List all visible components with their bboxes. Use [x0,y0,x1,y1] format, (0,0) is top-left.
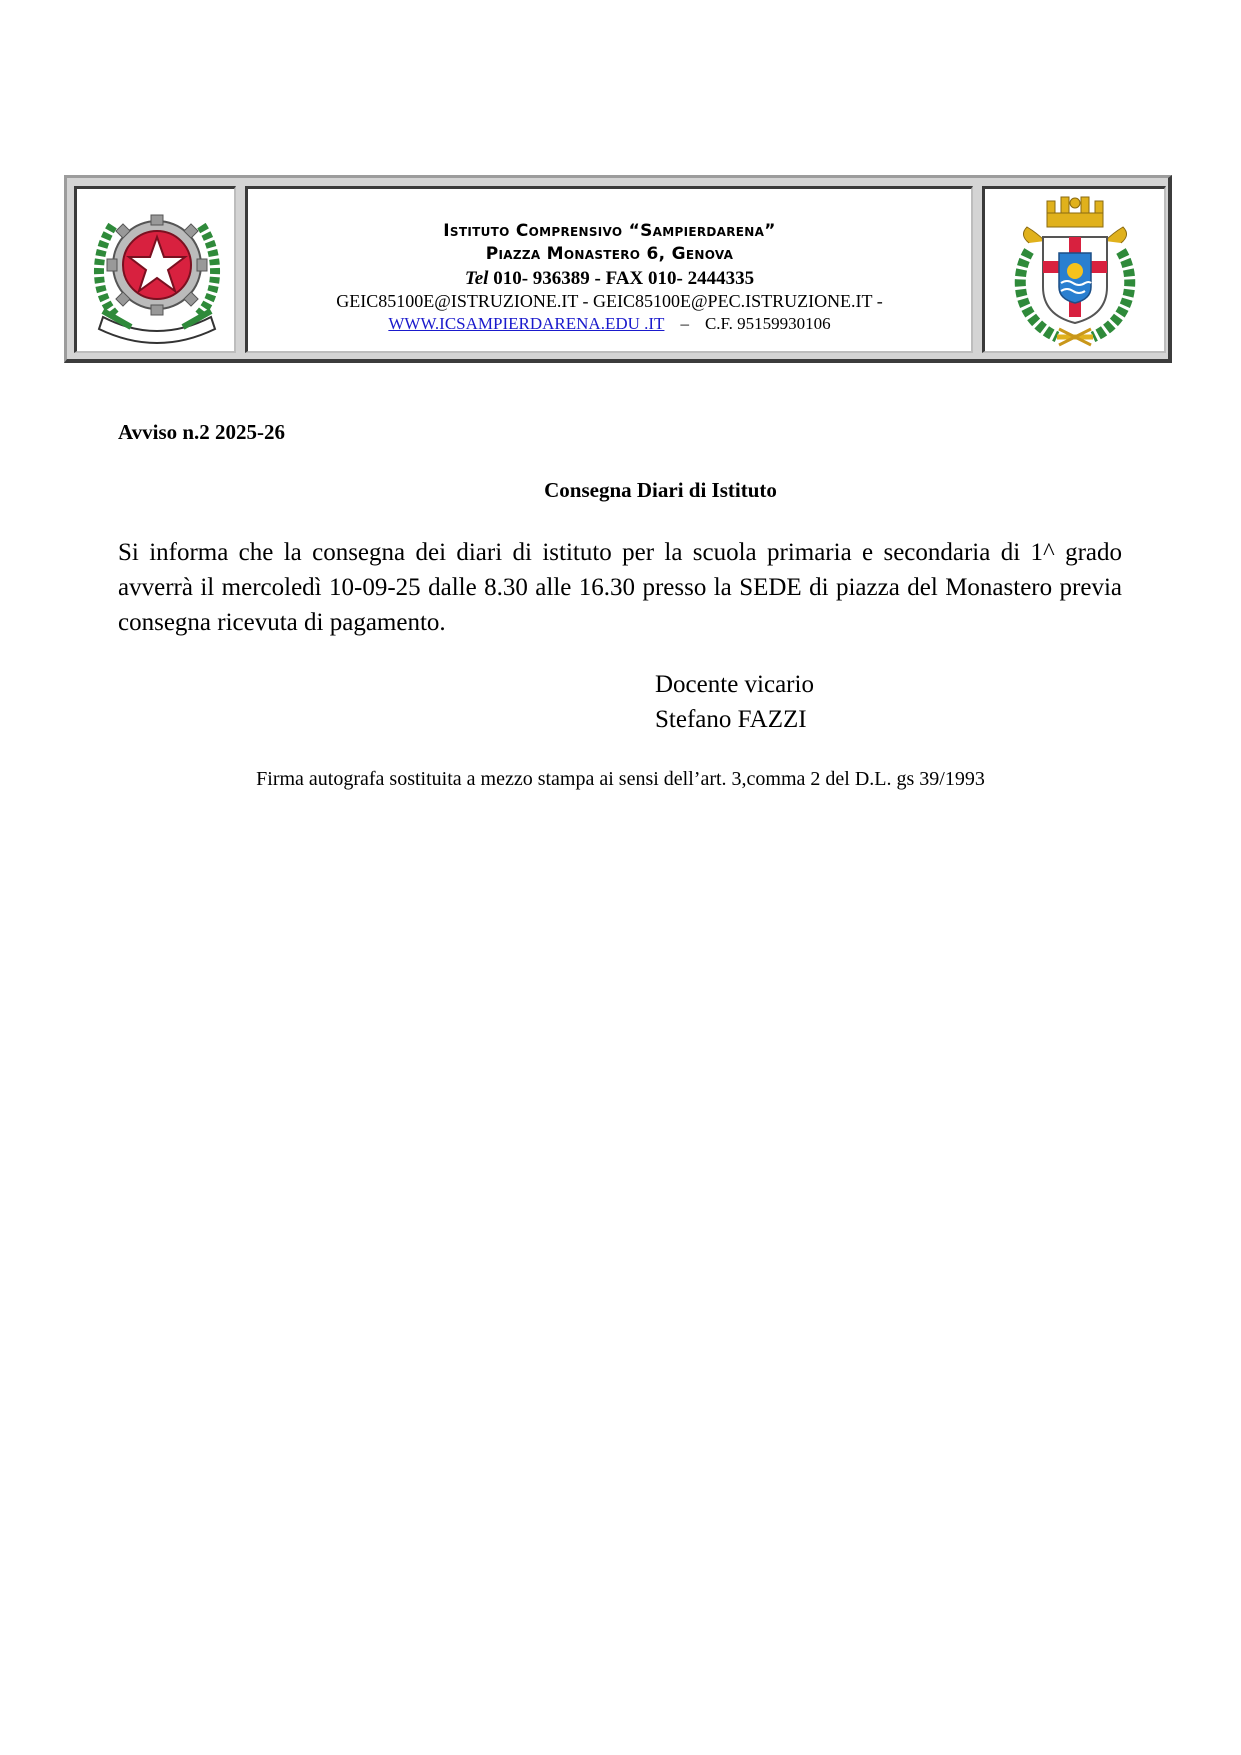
signer-name: Stefano FAZZI [655,706,807,733]
letterhead-info [245,186,973,353]
school-address: Piazza Monastero 6, Genova [485,244,734,264]
signer-role: Docente vicario [655,671,814,698]
tel-fax-numbers: 010- 936389 - FAX 010- 2444335 [488,268,755,289]
notice-body: Si informa che la consegna dei diari di istituto per la scuola primaria e secondaria di 1^ grado avverrà il mercoledì 10-09-25 dalle 8.30 alle 16.30 presso la SEDE di piazza del Monastero previa consegna ricevuta di pagamento. [118,539,1122,636]
fiscal-code: C.F. 95159930106 [704,314,831,333]
letterhead [64,175,1172,363]
notice-number: Avviso n.2 2025-26 [118,420,286,444]
school-web-line [248,314,971,334]
letterhead-right-cell [982,186,1166,353]
school-name: Istituto Comprensivo “Sampierdarena” [443,221,776,241]
school-phone [248,268,971,290]
tel-label: Tel [464,268,489,289]
signature-block [655,667,814,737]
genova-coat-of-arms-icon [1007,191,1143,351]
repubblica-italiana-emblem-icon [87,195,227,345]
signature-footnote: Firma autografa sostituita a mezzo stampa ai sensi dell’art. 3,comma 2 del D.L. gs 39/1993 [256,768,985,790]
letterhead-left-cell [74,186,236,353]
school-emails: GEIC85100E@ISTRUZIONE.IT - GEIC85100E@PEC.ISTRUZIONE.IT - [336,291,883,311]
separator: – [680,314,689,333]
website-link[interactable]: WWW.ICSAMPIERDARENA.EDU .IT [388,314,665,333]
notice-title: Consegna Diari di Istituto [544,478,777,502]
